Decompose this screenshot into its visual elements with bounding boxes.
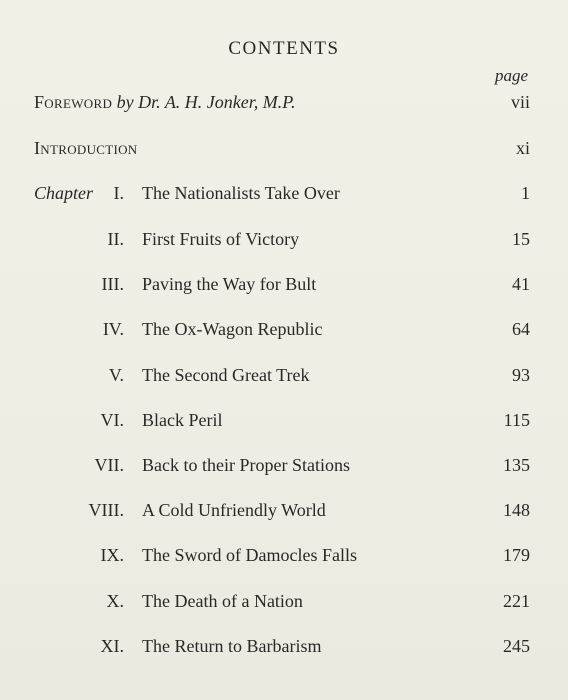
chapter-page-number: 41 (512, 274, 530, 294)
chapter-entry (0, 180, 568, 206)
chapter-title: Back to their Proper Stations (142, 455, 350, 475)
chapter-number: IV. (102, 319, 124, 339)
chapter-title: The Return to Barbarism (142, 636, 322, 656)
chapter-page-number: 221 (503, 591, 530, 611)
chapter-page-number: 1 (521, 183, 530, 203)
chapter-title: The Nationalists Take Over (142, 183, 340, 203)
foreword-author: by Dr. A. H. Jonker, M.P. (116, 92, 296, 112)
chapter-page-number: 15 (512, 229, 530, 249)
chapter-page-number: 115 (503, 410, 530, 430)
chapter-entry (0, 407, 568, 433)
chapter-number: IX. (100, 545, 124, 565)
chapter-entry (0, 633, 568, 659)
chapter-page-number: 64 (512, 319, 530, 339)
chapter-entry (0, 362, 568, 388)
introduction-page-number: xi (515, 138, 530, 158)
chapter-title: The Ox-Wagon Republic (142, 319, 323, 339)
chapter-number: V. (108, 365, 124, 385)
introduction-entry (0, 135, 568, 161)
introduction-label: Introduction (34, 138, 138, 158)
chapter-page-number: 245 (503, 636, 530, 656)
chapter-number: I. (113, 183, 124, 203)
chapter-page-number: 148 (503, 500, 530, 520)
chapter-title: First Fruits of Victory (142, 229, 300, 249)
chapter-title: Paving the Way for Bult (142, 274, 317, 294)
chapter-number: XI. (100, 636, 124, 656)
chapter-number: VIII. (88, 500, 124, 520)
chapter-page-number: 93 (512, 365, 530, 385)
chapter-number: VI. (100, 410, 124, 430)
chapter-entry (0, 497, 568, 523)
chapter-word: Chapter (34, 183, 94, 203)
foreword-label: Foreword (34, 92, 113, 112)
chapter-number: II. (107, 229, 124, 249)
chapter-page-number: 135 (503, 455, 530, 475)
chapter-number: X. (106, 591, 124, 611)
chapter-title: The Sword of Damocles Falls (142, 545, 357, 565)
foreword-entry (0, 89, 568, 115)
chapter-entry (0, 588, 568, 614)
foreword-page-number: vii (510, 92, 530, 112)
chapter-title: A Cold Unfriendly World (142, 500, 326, 520)
chapter-entry (0, 542, 568, 568)
chapter-entry (0, 226, 568, 252)
page-column-label: page (494, 66, 528, 85)
chapter-title: Black Peril (142, 410, 223, 430)
chapter-entry (0, 452, 568, 478)
chapter-number: VII. (94, 455, 124, 475)
chapter-entry (0, 271, 568, 297)
chapter-page-number: 179 (503, 545, 530, 565)
chapter-entry (0, 316, 568, 342)
contents-heading: CONTENTS (228, 38, 340, 59)
chapter-title: The Second Great Trek (142, 365, 310, 385)
chapter-title: The Death of a Nation (142, 591, 303, 611)
chapter-number: III. (101, 274, 124, 294)
